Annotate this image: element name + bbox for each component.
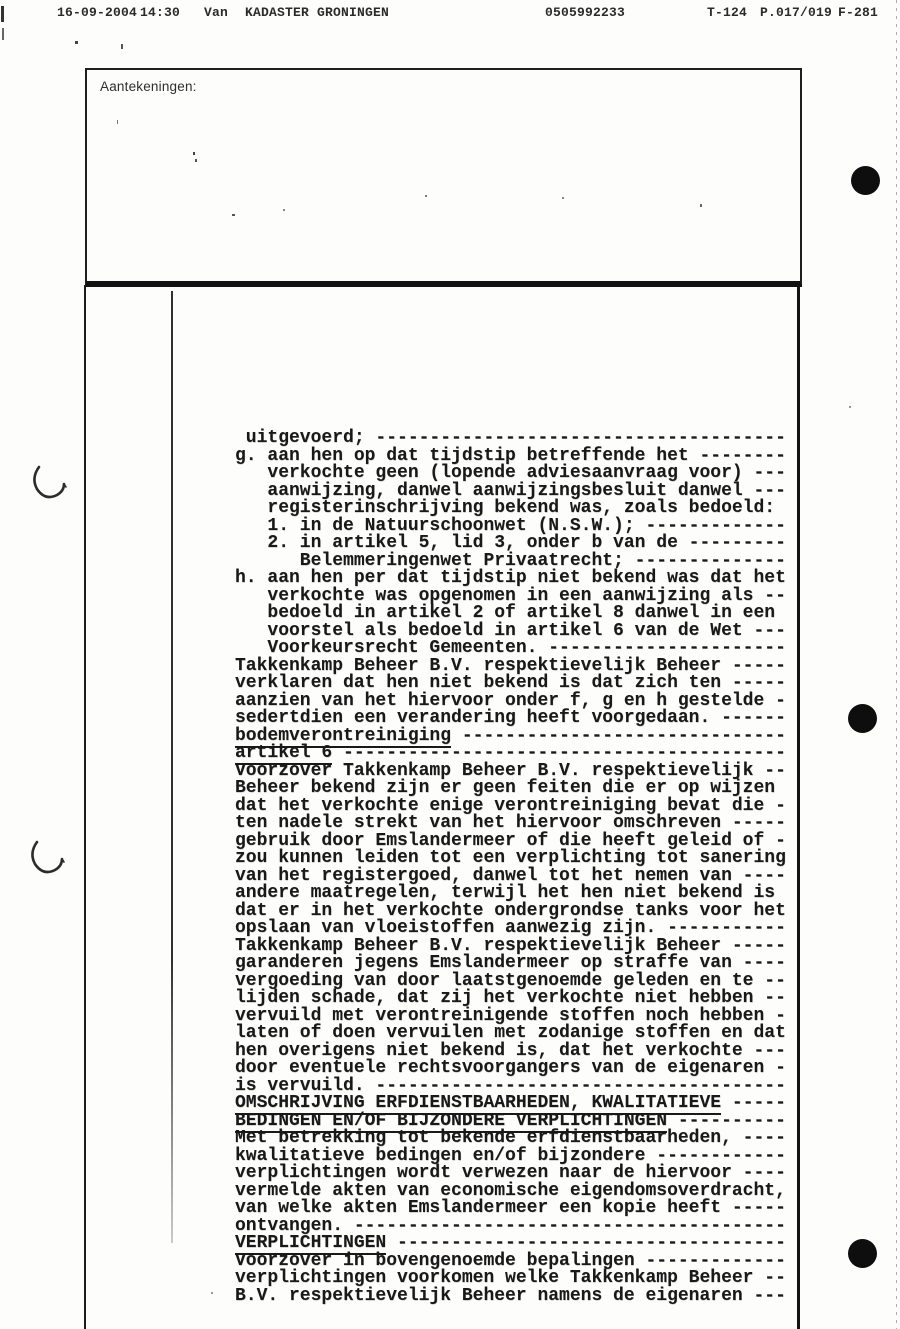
- document-line: dat er in het verkochte ondergrondse tanks voor het: [235, 900, 786, 921]
- document-line: verplichtingen wordt verwezen naar de hiervoor ----: [235, 1163, 786, 1183]
- document-line: BEDINGEN EN/OF BIJZONDERE VERPLICHTINGEN ----------: [235, 1110, 786, 1131]
- annotations-box: [85, 68, 802, 287]
- punch-hole-dot: [848, 1239, 877, 1268]
- fax-code: F-281: [838, 5, 879, 20]
- document-line: Belemmeringenwet Privaatrecht; --------------: [235, 550, 786, 571]
- document-line: ontvangen. ----------------------------------------: [235, 1215, 786, 1236]
- document-line: garanderen jegens Emslandermeer op straffe van ----: [235, 953, 786, 973]
- scan-speck: [121, 44, 123, 49]
- inner-margin-rule: [171, 291, 173, 1243]
- left-margin-rule: [84, 285, 86, 1329]
- scan-speck: [232, 214, 235, 216]
- fax-date: 16-09-2004: [57, 5, 138, 20]
- document-line: laten of doen vervuilen met zodanige stoffen en dat: [235, 1023, 786, 1043]
- punch-hole-dot: [848, 704, 877, 733]
- document-line: andere maatregelen, terwijl het hen niet bekend is: [235, 883, 776, 903]
- scan-speck: [700, 204, 702, 207]
- document-line: is vervuild. --------------------------------------: [235, 1075, 786, 1096]
- scan-speck: [2, 28, 4, 40]
- document-line: 2. in artikel 5, lid 3, onder b van de ---------: [235, 533, 786, 553]
- document-line: vergoeding van door laatstgenoemde geleden en te --: [235, 970, 786, 991]
- document-line: bedoeld in artikel 2 of artikel 8 danwel in een: [235, 603, 776, 623]
- document-line: OMSCHRIJVING ERFDIENSTBAARHEDEN, KWALITATIEVE -----: [235, 1093, 786, 1113]
- document-line: door eventuele rechtsvoorgangers van de eigenaren -: [235, 1058, 786, 1078]
- scan-edge-line: [896, 0, 897, 1329]
- document-line: Voorzover Takkenkamp Beheer B.V. respektievelijk --: [235, 760, 786, 781]
- document-line: aanzien van het hiervoor onder f, g en h gestelde -: [235, 690, 786, 711]
- fax-sender: KADASTER GRONINGEN: [245, 5, 390, 20]
- document-line: vermelde akten van economische eigendomsoverdracht,: [235, 1180, 786, 1201]
- scan-speck: [425, 195, 427, 197]
- scan-speck: [283, 209, 285, 211]
- scan-speck: [211, 1292, 213, 1294]
- scan-speck: [75, 41, 78, 44]
- fax-transmission: T-124: [707, 5, 748, 20]
- fax-number: 0505992233: [545, 5, 626, 20]
- document-line: zou kunnen leiden tot een verplichting tot sanering: [235, 848, 786, 868]
- document-line: ten nadele strekt van het hiervoor omschreven -----: [235, 813, 786, 833]
- scan-speck: [195, 159, 197, 162]
- document-line: 1. in de Natuurschoonwet (N.S.W.); -------------: [235, 515, 786, 536]
- document-line: Beheer bekend zijn er geen feiten die er op wijzen: [235, 778, 776, 798]
- fax-time: 14:30: [140, 5, 181, 20]
- handwritten-check-mark: [24, 833, 68, 887]
- document-line: uitgevoerd; --------------------------------------: [235, 428, 786, 448]
- document-line: Takkenkamp Beheer B.V. respektievelijk Beheer -----: [235, 655, 786, 676]
- document-line: dat het verkochte enige verontreiniging bevat die -: [235, 795, 786, 816]
- document-line: Voorkeursrecht Gemeenten. ----------------------: [235, 638, 786, 658]
- scan-speck: [562, 197, 564, 199]
- document-line: sedertdien een verandering heeft voorgedaan. ------: [235, 708, 786, 728]
- scan-speck: [849, 406, 851, 408]
- document-line: hen overigens niet bekend is, dat het verkochte ---: [235, 1040, 786, 1061]
- document-line: lijden schade, dat zij het verkochte niet hebben --: [235, 988, 786, 1008]
- document-line: gebruik door Emslandermeer of die heeft geleid of -: [235, 830, 786, 851]
- document-line: van welke akten Emslandermeer een kopie heeft -----: [235, 1198, 786, 1218]
- document-line: g. aan hen op dat tijdstip betreffende het --------: [235, 445, 786, 466]
- document-line: registerinschrijving bekend was, zoals bedoeld:: [235, 498, 776, 518]
- document-line: opslaan van vloeistoffen aanwezig zijn. -----------: [235, 918, 786, 938]
- fax-from-label: Van: [204, 5, 229, 20]
- right-margin-rule: [797, 285, 800, 1329]
- scan-speck: [193, 152, 195, 155]
- document-line: VERPLICHTINGEN ------------------------------------: [235, 1233, 786, 1253]
- document-line: aanwijzing, danwel aanwijzingsbesluit danwel ---: [235, 480, 786, 501]
- document-line: Met betrekking tot bekende erfdienstbaarheden, ----: [235, 1128, 786, 1148]
- document-text: [235, 430, 786, 1305]
- document-line: verplichtingen voorkomen welke Takkenkamp Beheer --: [235, 1268, 786, 1288]
- punch-hole-dot: [851, 166, 880, 195]
- document-line: kwalitatieve bedingen en/of bijzondere ------------: [235, 1145, 786, 1166]
- annotations-label: Aantekeningen:: [100, 79, 197, 94]
- document-line: verkochte geen (lopende adviesaanvraag voor) ---: [235, 463, 786, 483]
- document-line: van het registergoed, danwel tot het nemen van ----: [235, 865, 786, 886]
- document-line: verkochte was opgenomen in een aanwijzing als --: [235, 585, 786, 606]
- scan-speck: [117, 120, 118, 124]
- document-line: artikel 6 -----------------------------------------: [235, 743, 786, 763]
- document-line: vervuild met verontreinigende stoffen noch hebben -: [235, 1005, 786, 1026]
- scan-speck: [1, 6, 4, 22]
- document-line: Takkenkamp Beheer B.V. respektievelijk Beheer -----: [235, 935, 786, 956]
- handwritten-check-mark: [26, 458, 70, 512]
- document-line: h. aan hen per dat tijdstip niet bekend was dat het: [235, 568, 786, 588]
- document-line: Voorzover in bovengenoemde bepalingen -------------: [235, 1250, 786, 1271]
- document-line: B.V. respektievelijk Beheer namens de eigenaren ---: [235, 1285, 786, 1306]
- document-line: verklaren dat hen niet bekend is dat zich ten -----: [235, 673, 786, 693]
- fax-page-count: P.017/019: [760, 5, 833, 20]
- document-line: bodemverontreiniging ------------------------------: [235, 725, 786, 746]
- document-line: voorstel als bedoeld in artikel 6 van de Wet ---: [235, 620, 786, 641]
